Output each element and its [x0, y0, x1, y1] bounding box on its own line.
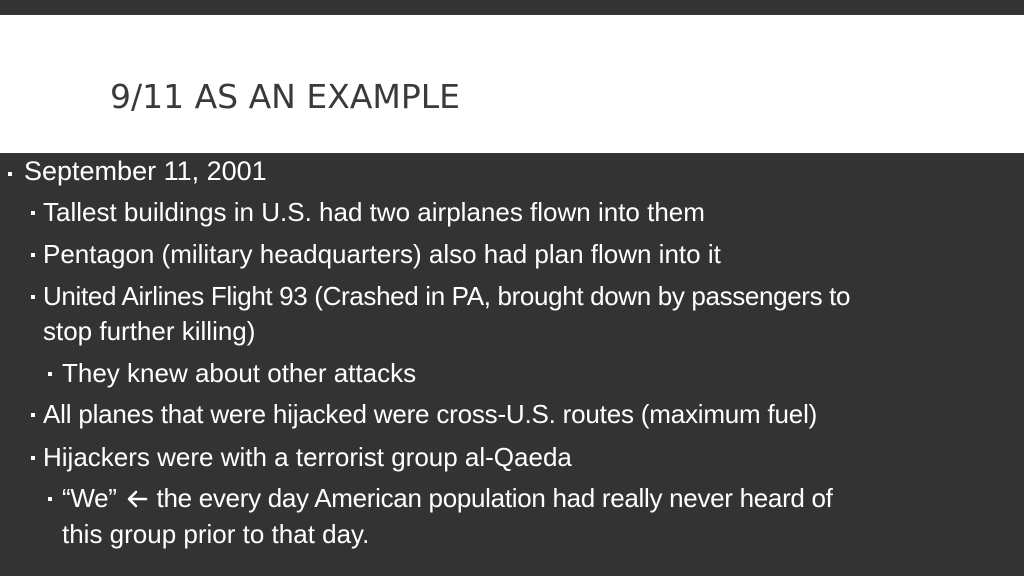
- bullet-text-hijackers: Hijackers were with a terrorist group al-Qaeda: [43, 442, 572, 472]
- bullet-text-all-planes: All planes that were hijacked were cross-U.S. routes (maximum fuel): [43, 399, 818, 429]
- bullet-marker: [8, 172, 12, 176]
- we-line1-rest: the every day American population had really never heard of: [156, 483, 833, 513]
- bullet-marker: [31, 456, 35, 460]
- bullet-text-we-line2: this group prior to that day.: [62, 519, 370, 549]
- bullet-text-we-line1: [62, 483, 833, 514]
- slide-title: 9/11 AS AN EXAMPLE: [110, 77, 460, 116]
- bullet-marker: [31, 253, 35, 257]
- bullet-marker: [31, 295, 35, 299]
- bullet-marker: [31, 413, 35, 417]
- bullet-marker: [48, 372, 52, 376]
- bullet-marker: [31, 211, 35, 215]
- bullet-text-other-attacks: They knew about other attacks: [62, 358, 417, 388]
- bullet-text-flight-93-line2: stop further killing): [43, 316, 256, 346]
- left-arrow-icon: [126, 489, 148, 509]
- title-band: [0, 15, 1024, 153]
- bullet-text-flight-93-line1: United Airlines Flight 93 (Crashed in PA, brought down by passengers to: [43, 281, 851, 311]
- we-quote: “We”: [62, 483, 117, 513]
- bullet-text-tallest-buildings: Tallest buildings in U.S. had two airplanes flown into them: [43, 197, 705, 227]
- bullet-marker: [48, 497, 52, 501]
- bullet-text-pentagon: Pentagon (military headquarters) also had plan flown into it: [43, 239, 721, 269]
- bullet-text-september: September 11, 2001: [24, 156, 267, 186]
